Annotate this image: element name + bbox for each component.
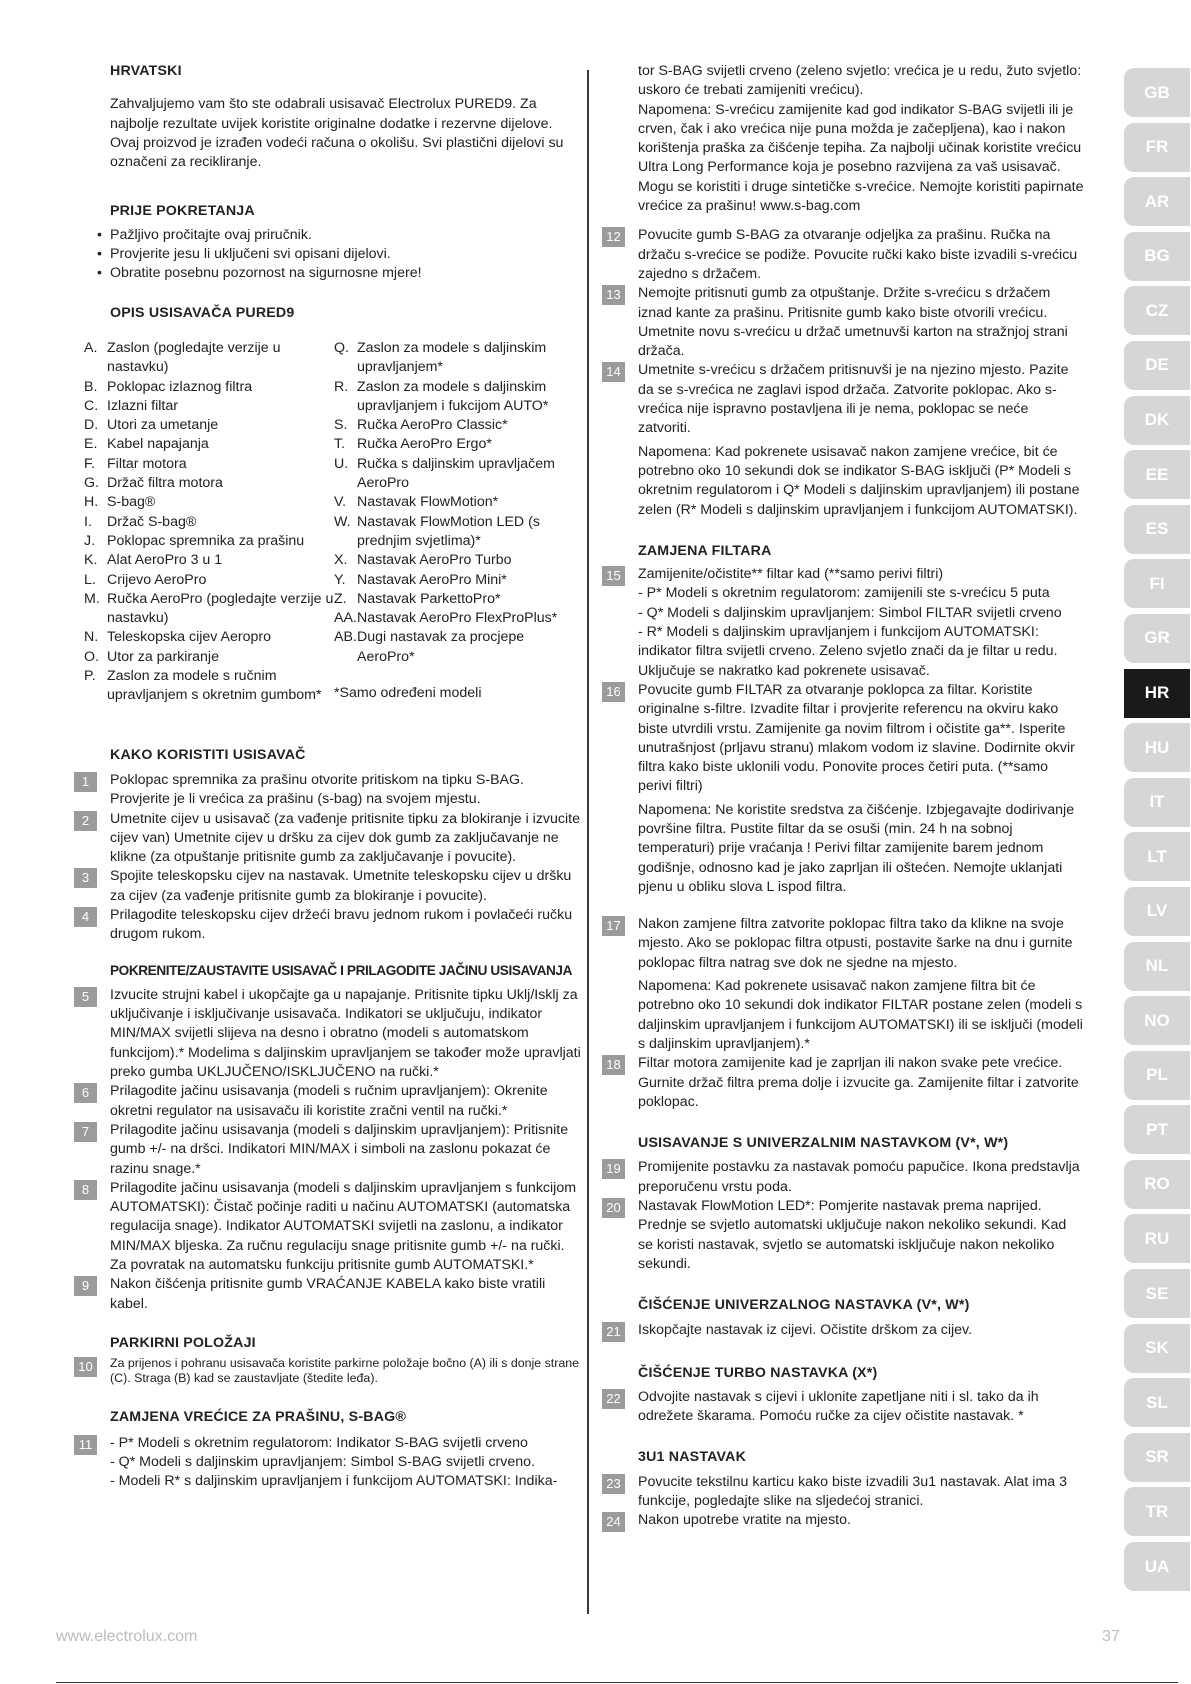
part-item	[84, 416, 334, 435]
three-in-one-heading: 3U1 NASTAVAK	[638, 1449, 747, 1466]
right-column	[602, 62, 1084, 1532]
step-17-note: Napomena: Kad pokrenete usisavač nakon zamjene filtra bit će potrebno oko 10 sekundi dok indikator FILTAR postane zelen (modeli s daljinskim upravljanjem i funkcijom AUTOMATSKI) ili se isključi (modeli s daljinskim upravljanjem).*	[638, 978, 1083, 1052]
parts-list	[84, 339, 584, 706]
part-label: Držač S-bag®	[107, 513, 197, 530]
step-number: 13	[602, 285, 625, 305]
step-item	[74, 1082, 584, 1121]
step-number: 9	[74, 1276, 97, 1296]
parts-left-column	[84, 339, 334, 706]
part-key: AA.	[334, 610, 357, 627]
language-tab-ua[interactable]: UA	[1124, 1542, 1190, 1591]
part-item	[334, 378, 584, 417]
language-tab-hu[interactable]: HU	[1124, 723, 1190, 772]
step-item	[602, 226, 1084, 284]
part-key: X.	[334, 552, 348, 569]
before-start-bullet: • Provjerite jesu li uključeni svi opisani dijelovi.	[110, 245, 584, 264]
step-14-note: Napomena: Kad pokrenete usisavač nakon zamjene vrećice, bit će potrebno oko 10 sekundi dok se indikator S-BAG isključi (P* Modeli s okretnim regulatorom i Q* Modeli s daljinskim upravljanjem) ili postane zelen (R* Modeli s daljinskim upravljanjem i funkcijom AUTOMATSKI).	[638, 443, 1080, 518]
step-number: 15	[602, 566, 625, 586]
step-number: 3	[74, 868, 97, 888]
language-tabs	[1124, 68, 1190, 1597]
language-tab-sl[interactable]: SL	[1124, 1378, 1190, 1427]
part-item	[84, 435, 334, 454]
step-item	[74, 867, 584, 906]
how-to-use-steps	[74, 771, 584, 945]
step-item	[74, 771, 584, 810]
start-stop-steps	[74, 986, 584, 1314]
part-item	[334, 339, 584, 378]
language-tab-tr[interactable]: TR	[1124, 1487, 1190, 1536]
language-tab-it[interactable]: IT	[1124, 778, 1190, 827]
part-item	[84, 590, 334, 629]
step-text: Nastavak FlowMotion LED*: Pomjerite nastavak prema naprijed. Prednje se svjetlo automatski uključuje nakon nekoliko sekundi. Kad se koristi nastavak, svjetlo se automatski isključuje nakon nekoliko sekundi.	[638, 1198, 1067, 1272]
step-text: Prilagodite jačinu usisavanja (modeli s daljinskim upravljanjem s funkcijom AUTOMATSKI): Čistač počinje raditi u načinu AUTOMATSKI (automatska regulacija snage). Indikator AUTOMATSKI svijetli na zaslonu, a indikator MIN/MAX bljeska. Za ručnu regulaciju snage pritisnite gumb +/- na ručki. Za povratak na automatsku funkciju pritisnite gumb AUTOMATSKI.*	[110, 1179, 577, 1274]
step-number: 12	[602, 227, 625, 247]
part-item	[334, 609, 584, 628]
part-item	[334, 435, 584, 454]
part-label: Zaslon za modele s ručnim upravljanjem s okretnim gumbom*	[107, 668, 322, 704]
step-number: 23	[602, 1474, 625, 1494]
step-17	[602, 915, 1084, 973]
part-key: I.	[84, 513, 92, 530]
language-tab-bg[interactable]: BG	[1124, 232, 1190, 281]
language-tab-fi[interactable]: FI	[1124, 559, 1190, 608]
part-item	[84, 667, 334, 706]
part-key: Q.	[334, 339, 349, 356]
step-number: 20	[602, 1198, 625, 1218]
parking-heading: PARKIRNI POLOŽAJI	[110, 1334, 256, 1351]
language-tab-es[interactable]: ES	[1124, 505, 1190, 554]
step-item	[602, 361, 1084, 438]
language-tab-ru[interactable]: RU	[1124, 1214, 1190, 1263]
part-item	[334, 455, 584, 494]
step-item	[602, 1158, 1084, 1197]
part-item	[84, 532, 334, 551]
step-text: Izvucite strujni kabel i ukopčajte ga u napajanje. Pritisnite tipku Uklj/Isklj za uključivanje i isključivanje usisavača. Indikatori se uključuju, indikator MIN/MAX svijetli slijeva na desno i obratno (modeli s automatskom funkcijom).* Modelima s daljinskim upravljanjem se također može upravljati preko gumba UKLJUČENO/ISKLJUČENO na ručki.*	[110, 986, 581, 1081]
language-tab-fr[interactable]: FR	[1124, 123, 1190, 172]
step-10	[74, 1356, 584, 1386]
part-label: Ručka AeroPro Ergo*	[357, 436, 492, 453]
step-number: 22	[602, 1389, 625, 1409]
step-number: 11	[74, 1435, 97, 1455]
description-heading: OPIS USISAVAČA PURED9	[110, 304, 295, 321]
step-text: Nakon upotrebe vratite na mjesto.	[638, 1512, 851, 1529]
how-to-use-heading: KAKO KORISTITI USISAVAČ	[110, 746, 306, 763]
step-number: 10	[74, 1357, 97, 1377]
part-key: O.	[84, 648, 99, 665]
part-label: Zaslon za modele s daljinskim upravljanjem i fukcijom AUTO*	[357, 378, 549, 414]
step-number: 1	[74, 772, 97, 792]
filters-heading: ZAMJENA FILTARA	[638, 542, 772, 559]
language-tab-hr[interactable]: HR	[1124, 669, 1190, 718]
step-item	[602, 1197, 1084, 1274]
step-text: Umetnite cijev u usisavač (za vađenje pritisnite tipku za blokiranje i izvucite cijev van) Umetnite cijev u dršku za cijev dok gumb za zaklјučavanje ne klikne (za otpuštanje pritisnite gumb za zaključavanje i povucite).	[110, 810, 580, 866]
step-21	[602, 1321, 1084, 1342]
part-item	[84, 455, 334, 474]
part-label: Držač filtra motora	[107, 475, 223, 492]
step-number: 14	[602, 362, 625, 382]
step-line: Zamijenite/očistite** filtar kad (**samo perivi filtri)	[638, 566, 944, 583]
step-line: - Q* Modeli s daljinskim upravljanjem: Simbol FILTAR svijetli crveno	[638, 604, 1062, 621]
universal-heading: USISAVANJE S UNIVERZALNIM NASTAVKOM (V*, W*)	[638, 1135, 1009, 1152]
step-text: Prilagodite jačinu usisavanja (modeli s daljinskim upravljanjem): Pritisnite gumb +/- na dršci. Indikatori MIN/MAX i simboli na zaslonu pokazat će razinu snage.*	[110, 1121, 569, 1177]
step-text: Za prijenos i pohranu usisavača koristite parkirne položaje bočno (A) ili s donje strane (C). Straga (B) kad se zaustavljate (štedite leđa).	[110, 1356, 580, 1386]
part-item	[84, 397, 334, 416]
part-label: Kabel napajanja	[107, 436, 209, 453]
language-tab-pt[interactable]: PT	[1124, 1105, 1190, 1154]
part-item	[84, 571, 334, 590]
step-line: - P* Modeli s okretnim regulatorom: Indikator S-BAG svijetli crveno	[110, 1434, 528, 1451]
part-label: Dugi nastavak za procjepe AeroPro*	[357, 629, 525, 665]
part-item	[334, 513, 584, 552]
before-start-bullet: • Pažljivo pročitajte ovaj priručnik.	[110, 226, 584, 245]
language-tab-nl[interactable]: NL	[1124, 942, 1190, 991]
part-label: Nastavak AeroPro Turbo	[357, 552, 512, 569]
part-label: S-bag®	[107, 494, 156, 511]
part-label: Poklopac izlaznog filtra	[107, 378, 253, 395]
step-item	[74, 986, 584, 1082]
step-number: 16	[602, 682, 625, 702]
bag-steps	[602, 226, 1084, 438]
part-label: Nastavak AeroPro Mini*	[357, 571, 507, 588]
step-text: Nemojte pritisnuti gumb za otpuštanje. Držite s-vrećicu s držačem iznad kante za prašinu. Pritisnite gumb kako biste otvorili vrećicu. Umetnite novu s-vrećicu u držač umetnuvši karton na stražnjoj strani držača.	[638, 285, 1068, 360]
language-tab-ee[interactable]: EE	[1124, 450, 1190, 499]
step-18	[602, 1054, 1084, 1112]
step-16-note: Napomena: Ne koristite sredstva za čišćenje. Izbjegavajte dodirivanje površine filtra. Pustite filtar da se osuši (min. 24 h na sobnoj temperaturi) prije vraćanja ! Perivi filtar zamijenite barem jednom godišnje, odnosno kad je jako zaprljan ili oštećen. Nemojte uklanjati pjenu u obliku slova L ispod filtra.	[638, 801, 1075, 895]
part-key: C.	[84, 397, 99, 414]
step-text: Prilagodite teleskopsku cijev držeći bravu jednom rukom i povlačeći ručku drugom rukom.	[110, 906, 573, 943]
language-tab-sr[interactable]: SR	[1124, 1433, 1190, 1482]
before-start-heading: PRIJE POKRETANJA	[110, 203, 255, 220]
parts-right-column	[334, 339, 584, 706]
step-text	[110, 1434, 584, 1492]
language-tab-lv[interactable]: LV	[1124, 887, 1190, 936]
part-label: Crijevo AeroPro	[107, 571, 207, 588]
part-item	[84, 339, 334, 378]
step-number: 4	[74, 907, 97, 927]
step-number: 2	[74, 811, 97, 831]
part-item	[84, 551, 334, 570]
step-item	[602, 1511, 1084, 1532]
part-label: Zaslon (pogledajte verzije u nastavku)	[107, 339, 281, 376]
part-key: A.	[84, 339, 98, 356]
step-number: 18	[602, 1055, 625, 1075]
part-key: AB.	[334, 629, 357, 646]
step-line: - R* Modeli s daljinskim upravljanjem i funkcijom AUTOMATSKI: indikator filtra svijetli crveno. Zeleno svjetlo znači da je filtar u redu. Uključuje se nakratko kad pokrenete usisavač.	[638, 624, 1058, 679]
part-key: P.	[84, 668, 96, 685]
part-key: W.	[334, 513, 351, 530]
part-key: V.	[334, 494, 347, 511]
part-key: B.	[84, 378, 98, 395]
part-label: Nastavak FlowMotion*	[357, 494, 499, 511]
step-item	[74, 1179, 584, 1275]
step-text: Umetnite s-vrećicu s držačem pritisnuvši je na njezino mjesto. Pazite da se s-vrećica ne zaglavi ispod držača. Zatvorite poklopac. Ako s-vrećica nije ispravno postavljena ili je nema, poklopac se neće zatvoriti.	[638, 362, 1069, 437]
part-label: Izlazni filtar	[107, 397, 178, 414]
part-item	[84, 628, 334, 647]
language-tab-lt[interactable]: LT	[1124, 832, 1190, 881]
left-column	[74, 62, 584, 1491]
step-text: Povucite gumb FILTAR za otvaranje poklopca za filtar. Koristite originalne s-filtre. Izvadite filtar i provjerite referencu na okviru kako biste utvrdili vrstu. Zamijenite ga novim filtrom i očistite ga**. Isperite unutrašnjost (prljavu stranu) mlakom vodom iz slavine. Dodirnite okvir filtra kako biste uklonili vodu. Ponovite proces četiri puta. (**samo perivi filtri)	[638, 681, 1075, 795]
part-label: Ručka AeroPro Classic*	[357, 417, 508, 434]
part-label: Nastavak FlowMotion LED (s prednjim svjetlima)*	[357, 513, 540, 549]
part-label: Zaslon za modele s daljinskim upravljanjem*	[357, 339, 547, 376]
footer-rule	[56, 1682, 1178, 1683]
step-15	[602, 565, 1084, 681]
start-stop-heading: POKRENITE/ZAUSTAVITE USISAVAČ I PRILAGODITE JAČINU USISAVANJA	[110, 962, 572, 978]
part-key: J.	[84, 532, 96, 549]
clean-universal-heading: ČIŠĆENJE UNIVERZALNOG NASTAVKA (V*, W*)	[638, 1297, 970, 1314]
part-item	[84, 474, 334, 493]
step-item	[74, 1121, 584, 1179]
step-item	[74, 906, 584, 945]
step-line: - Q* Modeli s daljinskim upravljanjem: Simbol S-BAG svijetli crveno.	[110, 1453, 535, 1470]
step-text: Nakon čišćenja pritisnite gumb VRAĆANJE KABELA kako biste vratili kabel.	[110, 1276, 546, 1312]
part-key: H.	[84, 494, 99, 511]
step-number: 5	[74, 987, 97, 1007]
step-text: Odvojite nastavak s cijevi i uklonite zapetljane niti i sl. tako da ih odrežete škarama. Pomoću ručke za cijev očistite nastavak. *	[638, 1388, 1039, 1425]
language-tab-cz[interactable]: CZ	[1124, 286, 1190, 335]
three-in-one-steps	[602, 1473, 1084, 1533]
part-key: K.	[84, 552, 98, 569]
step-16	[602, 681, 1084, 797]
part-item	[334, 590, 584, 609]
column-divider	[587, 70, 589, 1614]
step-11	[74, 1434, 584, 1492]
step-text: Iskopčajte nastavak iz cijevi. Očistite drškom za cijev.	[638, 1321, 973, 1338]
part-item	[334, 571, 584, 590]
before-start-bullet: • Obratite posebnu pozornost na sigurnosne mjere!	[110, 264, 584, 283]
part-label: Alat AeroPro 3 u 1	[107, 552, 223, 569]
language-tab-dk[interactable]: DK	[1124, 396, 1190, 445]
language-tab-no[interactable]: NO	[1124, 996, 1190, 1045]
footer-url[interactable]: www.electrolux.com	[56, 1628, 198, 1645]
part-key: G.	[84, 475, 99, 492]
part-item	[84, 378, 334, 397]
step-11-note: Napomena: S-vrećicu zamijenite kad god indikator S-BAG svijetli ili je crven, čak i ako vrećica nije puna možda je začepljena), kao i nakon korištenja praška za čišćenje tepiha. Za najbolji učinak koristite vrećicu Ultra Long Performance koja je posebno razvijena za vaš usisavač. Mogu se koristiti i druge sintetičke s-vrećice. Nemojte koristiti papirnate vrećice za prašinu! www.s-bag.com	[638, 101, 1084, 215]
part-item	[334, 416, 584, 435]
step-text	[638, 565, 1084, 681]
intro-paragraph: Zahvaljujemo vam što ste odabrali usisavač Electrolux PURED9. Za najbolje rezultate uvijek koristite originalne dodatke i rezervne dijelove. Ovaj proizvod je izrađen vodeći računa o okolišu. Svi plastični dijelovi su označeni za recikliranje.	[110, 96, 564, 171]
step-text: Prilagodite jačinu usisavanja (modeli s ručnim upravljanjem): Okrenite okretni regulator na usisavaču ili koristite zračni ventil na ručki.*	[110, 1083, 548, 1119]
step-11-continued: tor S-BAG svijetli crveno (zeleno svjetlo: vrećica je u redu, žuto svjetlo: uskoro će trebati zamijeniti vrećicu).	[638, 63, 1082, 99]
part-item	[334, 551, 584, 570]
step-item	[602, 1473, 1084, 1512]
part-key: U.	[334, 455, 349, 472]
part-key: Y.	[334, 571, 346, 588]
step-number: 8	[74, 1180, 97, 1200]
part-key: S.	[334, 417, 348, 434]
language-tab-sk[interactable]: SK	[1124, 1324, 1190, 1373]
step-item	[602, 284, 1084, 361]
part-item	[334, 493, 584, 512]
step-text: Promijenite postavku za nastavak pomoću papučice. Ikona predstavlja preporučenu vrstu poda.	[638, 1159, 1080, 1195]
step-number: 7	[74, 1122, 97, 1142]
part-key: R.	[334, 378, 349, 395]
step-line: - Modeli R* s daljinskim upravljanjem i funkcijom AUTOMATSKI: Indika-	[110, 1473, 558, 1490]
part-item	[334, 628, 584, 667]
part-key: D.	[84, 417, 99, 434]
part-key: Z.	[334, 590, 347, 607]
part-key: L.	[84, 571, 96, 588]
step-number: 24	[602, 1512, 625, 1532]
part-label: Utori za umetanje	[107, 417, 219, 434]
part-label: Utor za parkiranje	[107, 648, 219, 665]
step-item	[74, 810, 584, 868]
part-item	[84, 648, 334, 667]
part-label: Filtar motora	[107, 455, 187, 472]
language-tab-ro[interactable]: RO	[1124, 1160, 1190, 1209]
clean-turbo-heading: ČIŠĆENJE TURBO NASTAVKA (X*)	[638, 1364, 878, 1381]
part-key: F.	[84, 455, 96, 472]
part-label: Ručka s daljinskim upravljačem AeroPro	[357, 455, 555, 492]
language-tab-de[interactable]: DE	[1124, 341, 1190, 390]
step-number: 6	[74, 1083, 97, 1103]
step-text: Filtar motora zamijenite kad je zaprljan ili nakon svake pete vrećice. Gurnite držač filtra prema dolje i izvucite ga. Zamijenite filtar i zatvorite poklopac.	[638, 1055, 1079, 1110]
language-tab-gr[interactable]: GR	[1124, 614, 1190, 663]
part-key: E.	[84, 436, 98, 453]
page-number: 37	[1102, 1628, 1120, 1645]
step-text: Povucite gumb S-BAG za otvaranje odjeljka za prašinu. Ručka na držaču s-vrećice se podiže. Povucite ručki kako biste izvadili s-vrećicu zajedno s držačem.	[638, 227, 1078, 282]
step-text: Nakon zamjene filtra zatvorite poklopac filtra tako da klikne na svoje mjesto. Ako se poklopac filtra otpusti, postavite šarke na dnu i gurnite poklopac filtra natrag sve dok ne sjedne na mjesto.	[638, 916, 1073, 971]
part-item	[84, 513, 334, 532]
part-item	[84, 493, 334, 512]
step-number: 17	[602, 916, 625, 936]
part-label: Poklopac spremnika za prašinu	[107, 532, 305, 549]
step-number: 21	[602, 1322, 625, 1342]
part-key: N.	[84, 629, 99, 646]
part-label: Nastavak AeroPro FlexProPlus*	[357, 610, 558, 627]
language-tab-pl[interactable]: PL	[1124, 1051, 1190, 1100]
part-label: Teleskopska cijev Aeropro	[107, 629, 272, 646]
universal-steps	[602, 1158, 1084, 1274]
step-text: Povucite tekstilnu karticu kako biste izvadili 3u1 nastavak. Alat ima 3 funkcije, pogledajte slike na sljedećoj stranici.	[638, 1473, 1067, 1509]
part-key: T.	[334, 436, 346, 453]
part-key: M.	[84, 590, 100, 607]
step-item	[74, 1275, 584, 1314]
step-22	[602, 1388, 1084, 1427]
language-heading: HRVATSKI	[110, 63, 182, 79]
part-label: Ručka AeroPro (pogledajte verzije u nastavku)	[107, 590, 334, 627]
language-tab-se[interactable]: SE	[1124, 1269, 1190, 1318]
language-tab-gb[interactable]: GB	[1124, 68, 1190, 117]
step-line: - P* Modeli s okretnim regulatorom: zamijenili ste s-vrećicu 5 puta	[638, 585, 1050, 602]
bag-replace-heading: ZAMJENA VREĆICE ZA PRAŠINU, S-BAG®	[110, 1409, 407, 1426]
step-number: 19	[602, 1159, 625, 1179]
models-note: *Samo određeni modeli	[334, 685, 482, 702]
part-label: Nastavak ParkettoPro*	[357, 590, 501, 607]
step-text: Poklopac spremnika za prašinu otvorite pritiskom na tipku S-BAG. Provjerite je li vrećica za prašinu (s-bag) na svojem mjestu.	[110, 771, 524, 808]
language-tab-ar[interactable]: AR	[1124, 177, 1190, 226]
step-text: Spojite teleskopsku cijev na nastavak. Umetnite teleskopsku cijev u dršku za cijev (za vađenje pritisnite gumb za blokiranje i povucite).	[110, 868, 572, 904]
